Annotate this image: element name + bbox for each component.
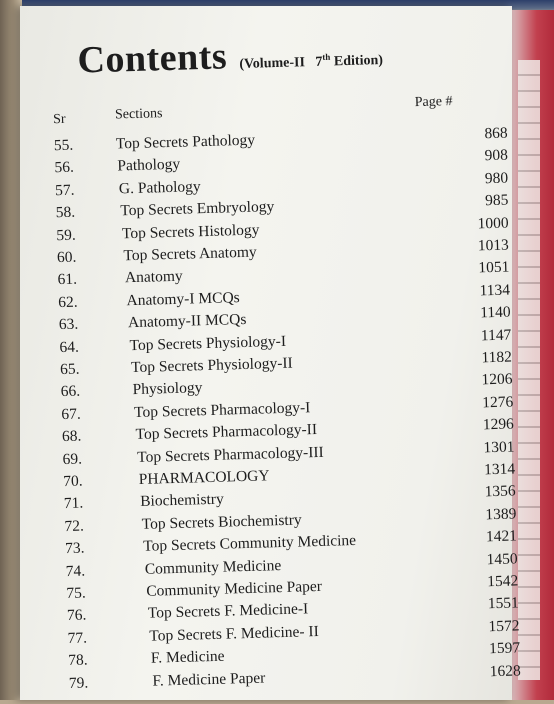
title-text: Contents (76, 35, 228, 82)
entry-page: 1140 (480, 303, 511, 322)
entry-page: 1542 (486, 572, 519, 591)
entry-number: 59. (56, 226, 76, 244)
entry-section: Top Secrets Embryology (120, 198, 275, 220)
entry-page: 985 (484, 191, 509, 210)
entry-section: Community Medicine (144, 556, 282, 578)
column-header-sections: Sections (114, 106, 163, 123)
entry-page: 980 (484, 169, 509, 188)
entry-number: 78. (68, 651, 88, 670)
title-subtitle (239, 53, 383, 72)
entry-section: Top Secrets Physiology-I (129, 332, 287, 354)
entry-page: 1628 (489, 661, 521, 680)
entry-page: 1013 (477, 236, 510, 255)
entry-number: 70. (63, 472, 83, 491)
background-surface-left (0, 0, 22, 700)
entry-number: 72. (64, 517, 85, 535)
entry-section: Top Secrets Physiology-II (130, 354, 293, 377)
entry-section: F. Medicine Paper (152, 669, 266, 690)
entry-number: 68. (61, 427, 82, 446)
entry-page: 1301 (483, 438, 515, 456)
edition-superscript: th (322, 51, 331, 63)
entry-number: 65. (59, 360, 80, 379)
entry-section: Top Secrets Anatomy (123, 243, 257, 265)
entry-section: Anatomy (124, 268, 183, 287)
entry-section: Top Secrets Histology (121, 221, 260, 242)
entry-number: 61. (57, 271, 78, 289)
column-header-page: Page # (414, 94, 453, 111)
entry-section: F. Medicine (150, 647, 225, 667)
entry-number: 56. (54, 159, 75, 177)
entry-section: Top Secrets Pharmacology-I (133, 398, 311, 421)
edition-text: Edition) (330, 53, 384, 70)
contents-content (20, 0, 531, 704)
entry-number: 69. (62, 450, 83, 468)
entry-page: 1389 (485, 505, 517, 524)
page-title (77, 30, 383, 83)
entry-section: Pathology (117, 156, 181, 175)
entry-number: 57. (54, 181, 75, 200)
entry-page: 1356 (484, 482, 516, 501)
entry-section: Top Secrets Pharmacology-II (135, 421, 318, 444)
volume-text: (Volume-II (239, 55, 306, 73)
entry-number: 67. (61, 405, 81, 423)
entry-page: 1450 (486, 550, 518, 568)
entry-section: Top Secrets Community Medicine (143, 532, 357, 556)
entry-page: 1597 (488, 639, 521, 658)
entry-number: 76. (66, 606, 87, 625)
entry-section: Anatomy-I MCQs (126, 288, 240, 310)
entry-page: 1276 (481, 393, 514, 412)
entry-page: 1421 (485, 527, 518, 546)
entry-section: Anatomy-II MCQs (127, 311, 247, 332)
entry-number: 74. (65, 562, 86, 580)
entry-section: Top Secrets F. Medicine- II (149, 622, 319, 645)
entry-page: 1551 (487, 594, 520, 613)
entry-number: 66. (60, 382, 81, 401)
entry-section: Biochemistry (139, 491, 224, 511)
entry-section: Top Secrets F. Medicine-I (147, 600, 309, 623)
entry-number: 73. (64, 539, 85, 558)
entry-number: 60. (56, 248, 77, 267)
entry-section: Top Secrets Pathology (115, 131, 256, 153)
entry-number: 71. (63, 494, 84, 513)
entry-page: 1296 (482, 415, 515, 434)
entry-section: Community Medicine Paper (146, 577, 323, 600)
entry-page: 908 (484, 146, 509, 165)
edition-number: 7 (315, 54, 323, 70)
entry-page: 1314 (483, 460, 516, 479)
entry-number: 63. (58, 315, 79, 334)
entry-page: 1051 (478, 258, 510, 277)
contents-page (20, 6, 521, 700)
entry-page: 1182 (481, 348, 513, 367)
entry-number: 64. (59, 338, 80, 356)
entry-page: 1000 (477, 214, 509, 233)
entry-section: Top Secrets Biochemistry (141, 511, 302, 533)
column-header-sr: Sr (52, 111, 66, 128)
entry-number: 62. (57, 293, 78, 311)
entry-section: Top Secrets Pharmacology-III (136, 443, 324, 466)
entry-section: PHARMACOLOGY (138, 467, 270, 488)
entry-section: Physiology (132, 379, 203, 399)
entry-number: 58. (55, 203, 76, 222)
entry-page: 1206 (481, 370, 513, 389)
entry-page: 1134 (479, 281, 511, 300)
entry-page: 1572 (488, 617, 520, 636)
entry-section: G. Pathology (118, 177, 201, 198)
entry-number: 75. (66, 584, 86, 603)
entry-page: 868 (484, 124, 508, 143)
entry-number: 77. (67, 629, 88, 647)
entry-number: 79. (68, 674, 89, 692)
entry-page: 1147 (480, 326, 512, 344)
entry-number: 55. (53, 136, 74, 155)
